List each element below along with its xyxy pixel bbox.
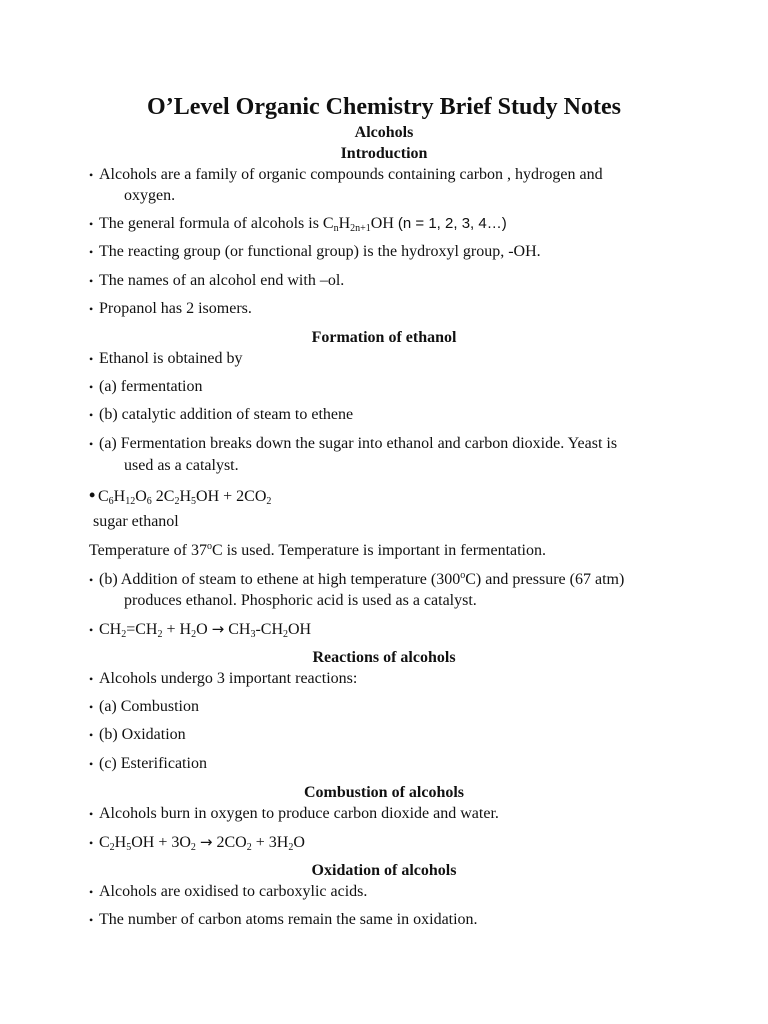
intro-bullet-2: • The general formula of alcohols is $C_nH_{2n+1}OH$ (n = 1, 2, 3, 4…) <box>89 215 507 234</box>
intro-bullet-1: • Alcohols are a family of organic compounds containing carbon , hydrogen and <box>89 164 603 186</box>
heading-oxidation: Oxidation of alcohols <box>311 862 457 879</box>
intro-bullet-4: • The names of an alcohol end with –ol. <box>89 272 345 289</box>
formation-bullet-1: • Ethanol is obtained by <box>89 350 243 367</box>
formation-bullet-2: • (a) fermentation <box>89 378 203 395</box>
heading-introduction: Introduction <box>340 145 428 162</box>
reactions-bullet-2: • (a) Combustion <box>89 698 199 715</box>
heading-reactions: Reactions of alcohols <box>312 649 456 666</box>
oxidation-bullet-2: • The number of carbon atoms remain the same in oxidation. <box>89 911 478 928</box>
fermentation-equation: • $C_6H_{12}O_6$ $2C_2H_5OH + 2CO_2$ <box>89 485 272 507</box>
heading-combustion: Combustion of alcohols <box>303 784 465 801</box>
reactions-bullet-4: • (c) Esterification <box>89 755 207 772</box>
arrow-icon: → <box>199 833 213 851</box>
intro-bullet-5: • Propanol has 2 isomers. <box>89 300 252 317</box>
formation-bullet-5: • (b) Addition of steam to ethene at high temperature (300$^o$C) and pressure (67 atm) <box>89 570 625 588</box>
reactions-bullet-3: • (b) Oxidation <box>89 726 186 743</box>
formation-bullet-3: • (b) catalytic addition of steam to ethene <box>89 406 354 423</box>
heading-formation: Formation of ethanol <box>311 329 457 346</box>
intro-bullet-1-cont: oxygen. <box>124 187 176 204</box>
intro-bullet-3: • The reacting group (or functional group) is the hydroxyl group, -OH. <box>89 243 541 260</box>
bullet: • <box>89 168 94 182</box>
combustion-equation: • $C_2H_5OH + 3O_2 \to 2CO_2 + 3H_2O$ <box>89 833 305 853</box>
formation-bullet-4-cont: used as a catalyst. <box>124 457 239 474</box>
oxidation-bullet-1: • Alcohols are oxidised to carboxylic acids. <box>89 883 368 900</box>
heading-alcohols: Alcohols <box>354 124 414 141</box>
reactions-bullet-1: • Alcohols undergo 3 important reactions: <box>89 670 358 687</box>
equation-labels: sugar ethanol <box>93 513 179 530</box>
formation-bullet-4: • (a) Fermentation breaks down the sugar into ethanol and carbon dioxide. Yeast is <box>89 435 618 452</box>
hydration-equation: • $CH_2=CH_2 + H_2O \to CH_3-CH_2OH$ <box>89 620 312 640</box>
page-title: O’Level Organic Chemistry Brief Study Notes <box>147 94 621 120</box>
temperature-note: Temperature of 37$^o$C is used. Temperature is important in fermentation. <box>89 541 546 559</box>
arrow-icon: → <box>211 620 225 638</box>
formation-bullet-5-cont: produces ethanol. Phosphoric acid is used as a catalyst. <box>124 592 477 609</box>
combustion-bullet-1: • Alcohols burn in oxygen to produce carbon dioxide and water. <box>89 805 499 822</box>
